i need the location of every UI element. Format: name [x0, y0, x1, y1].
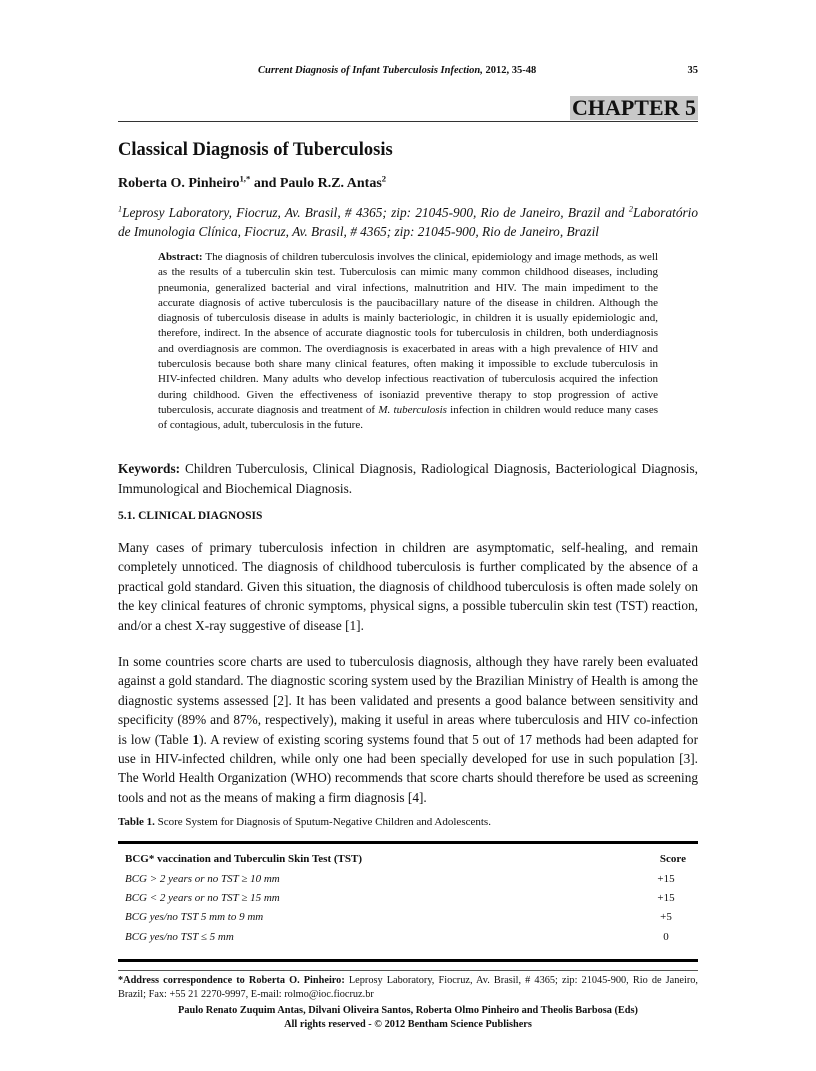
page-footer — [118, 1004, 698, 1031]
score-table — [118, 841, 698, 970]
table-row — [118, 928, 698, 947]
table-row — [118, 889, 698, 908]
section-heading: 5.1. CLINICAL DIAGNOSIS — [118, 510, 263, 522]
authors — [118, 175, 698, 203]
table-row — [118, 908, 698, 927]
year-pages: 2012, 35-48 — [482, 65, 537, 76]
table-header — [118, 850, 698, 869]
footnote-text: Leprosy Laboratory, Fiocruz, Av. Brasil, # 4365; zip: 21045-900, Rio de Janeiro, Brazil; Fax: +55 21 2270-9997, E-mail: rolmo@ioc.fiocruz.br — [118, 975, 698, 1001]
affil-2: Laboratório de Imunologia Clínica, Fiocruz, Av. Brasil, # 4365; zip: 21045-900, Rio de Janeiro, Brazil — [118, 205, 698, 239]
author-1: Roberta O. Pinheiro — [118, 176, 240, 191]
row-criterion: BCG > 2 years or no TST ≥ 10 mm — [125, 872, 280, 885]
paragraph-2-text: In some countries score charts are used to tuberculosis diagnosis, although they have rarely been evaluated against a gold standard. The diagnostic scoring system used by the Brazilian Ministry of Health is among the diagnostic systems assessed [2]. It has been validated and presents a good balance between sensitivity and specificity (89% and 87%, respectively), making it useful in areas where tuberculosis and HIV co-infection is low (Table — [118, 654, 698, 747]
abstract-text-end: infection in children would reduce many cases of contagious, adult, tuberculosis in the future. — [158, 403, 658, 432]
paragraph-2 — [118, 652, 698, 815]
abstract-text: The diagnosis of children tuberculosis involves the clinical, epidemiology and image methods, as well as the results of a tuberculin skin test. Tuberculosis can mimic many common childhood diseases, including pneumonia, generalized bacterial and viral infections, malnutrition and HIV. The main impediment to the accurate diagnosis of active tuberculosis is the paucibacillary nature of the disease in children. Although the diagnosis of tuberculosis disease in adults is mainly bacteriologic, in children it is usually epidemiologic and, therefore, indirect. In the absence of accurate diagnostic tools for tuberculosis in children, both underdiagnosis and overdiagnosis are common. The overdiagnosis is exacerbated in areas with a high prevalence of HIV and tuberculosis because both share many clinical features, often making it impossible to exclude tuberculosis in HIV-infected children. Many adults who develop infectious reactivation of tuberculosis acquired the infection during childhood. Given the effectiveness of isoniazid preventive therapy to stop progression of active tuberculosis, accurate diagnosis and treatment of — [158, 251, 658, 416]
footnote-divider — [118, 970, 698, 971]
row-score: +15 — [657, 872, 675, 885]
keywords-label: Keywords: — [118, 461, 181, 476]
affiliations — [118, 203, 698, 250]
affil-1: Leprosy Laboratory, Fiocruz, Av. Brasil, # 4365; zip: 21045-900, Rio de Janeiro, Brazil and — [122, 205, 629, 220]
row-criterion: BCG yes/no TST 5 mm to 9 mm — [125, 911, 264, 924]
journal-title: Current Diagnosis of Infant Tuberculosis Infection, — [258, 65, 483, 76]
row-score: +5 — [660, 911, 672, 924]
table-caption — [118, 815, 698, 841]
author-2-sup: 2 — [381, 173, 387, 184]
header-score: Score — [659, 853, 686, 866]
footnote — [118, 974, 698, 1004]
author-1-sup: 1,* — [239, 173, 251, 184]
keywords — [118, 459, 698, 509]
table-top-rule — [118, 841, 698, 844]
row-criterion: BCG < 2 years or no TST ≥ 15 mm — [125, 892, 280, 905]
table-row — [118, 870, 698, 889]
chapter-title: Classical Diagnosis of Tuberculosis — [118, 140, 393, 160]
affil-sup-1: 1 — [118, 204, 123, 214]
table-ref[interactable]: 1 — [192, 731, 200, 747]
footnote-label: *Address correspondence to Roberta O. Pinheiro: — [118, 975, 345, 987]
chapter-label-row — [118, 96, 698, 121]
abstract-label: Abstract: — [158, 251, 203, 263]
affil-sup-2: 2 — [628, 204, 633, 214]
row-criterion: BCG yes/no TST ≤ 5 mm — [125, 930, 234, 943]
table-caption-label: Table 1. — [118, 816, 155, 829]
row-score: 0 — [663, 930, 669, 943]
running-header — [118, 64, 698, 96]
table-bottom-rule — [118, 959, 698, 962]
paragraph-1: Many cases of primary tuberculosis infection in children are asymptomatic, self-healing, and remain completely unnoticed. The diagnosis of childhood tuberculosis is further complicated by the absence of a practical gold standard. Given this situation, the diagnosis of childhood tuberculosis is often made solely on the key clinical features of chronic symptoms, physical signs, a possible tuberculin skin test (TST) reaction, and/or a chest X-ray suggestive of disease [1]. — [118, 540, 698, 633]
header-divider — [118, 121, 698, 122]
journal-citation — [258, 64, 536, 77]
footer-rights: All rights reserved - © 2012 Bentham Science Publishers — [284, 1018, 532, 1030]
table-caption-text: Score System for Diagnosis of Sputum-Negative Children and Adolescents. — [154, 816, 491, 829]
footer-editors: Paulo Renato Zuquim Antas, Dilvani Oliveira Santos, Roberta Olmo Pinheiro and Theolis Barbosa (Eds) — [178, 1005, 638, 1017]
abstract — [158, 250, 658, 459]
page-number: 35 — [687, 65, 698, 76]
author-2: and Paulo R.Z. Antas — [250, 176, 382, 191]
paragraph-2-text-end: ). A review of existing scoring systems found that 5 out of 17 methods had been adapted for use in HIV-infected children, while only one had been specially developed for use in such population [3]. The World Health Organization (WHO) recommends that score charts should therefore be used as screening tools and not as the means of making a firm diagnosis [4]. — [118, 731, 698, 805]
keywords-text: Children Tuberculosis, Clinical Diagnosis, Radiological Diagnosis, Bacteriological Diagnosis, Immunological and Biochemical Diagnosis. — [118, 461, 698, 496]
chapter-label: CHAPTER 5 — [571, 95, 696, 120]
header-criterion: BCG* vaccination and Tuberculin Skin Test (TST) — [125, 853, 362, 866]
abstract-species: M. tuberculosis — [378, 403, 447, 416]
row-score: +15 — [657, 892, 675, 905]
